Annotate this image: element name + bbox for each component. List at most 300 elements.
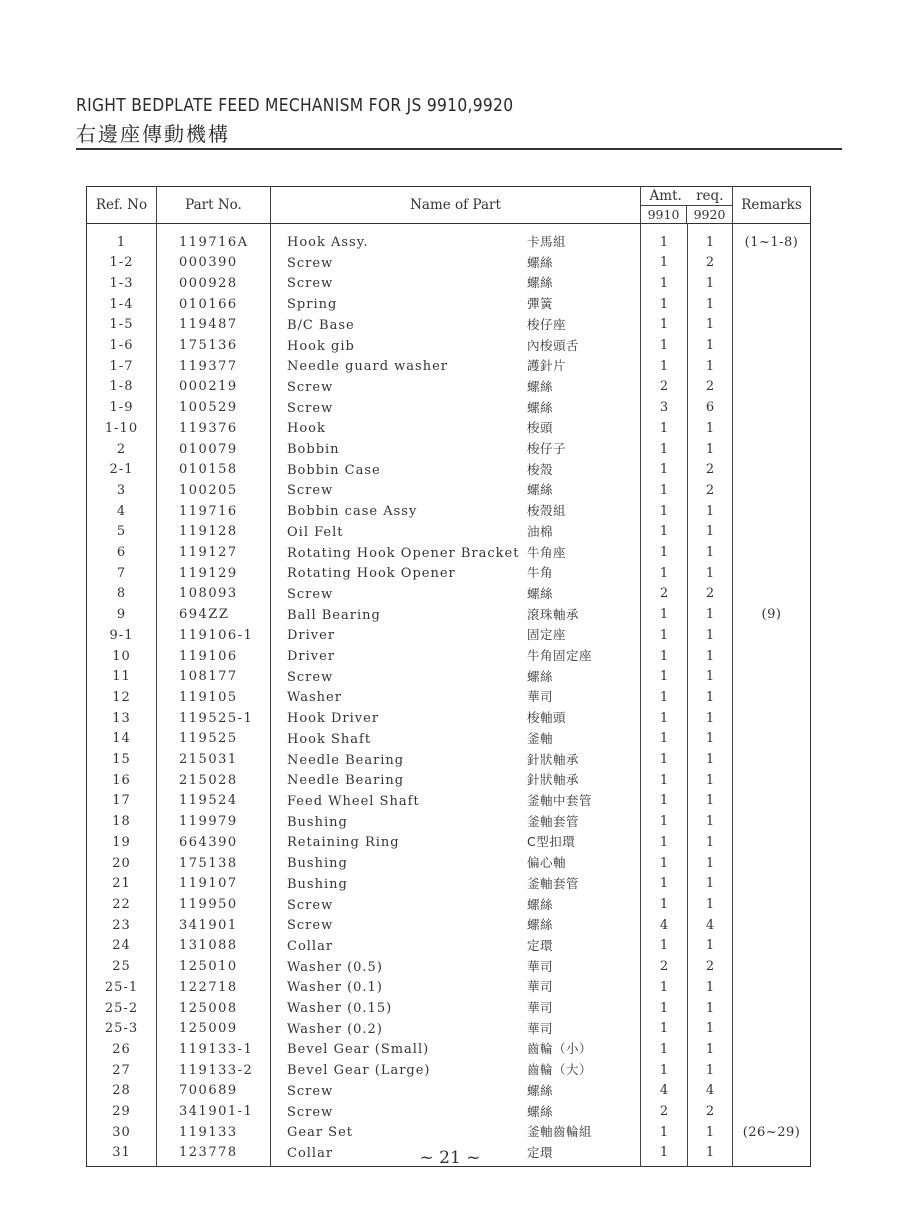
ref-no-cell: 5 xyxy=(87,522,157,543)
part-no-cell: 700689 xyxy=(157,1081,271,1102)
qty-9920-cell: 1 xyxy=(688,356,733,377)
ref-no-cell: 28 xyxy=(87,1081,157,1102)
qty-9920-cell: 1 xyxy=(688,1143,733,1166)
part-name-english: Screw xyxy=(287,1083,334,1099)
ref-no-cell: 1 xyxy=(87,224,157,253)
ref-no-cell: 20 xyxy=(87,853,157,874)
qty-9910-cell: 1 xyxy=(641,646,688,667)
table-row xyxy=(87,460,811,481)
part-name-english: Needle Bearing xyxy=(287,752,405,768)
qty-9910-cell: 1 xyxy=(641,853,688,874)
part-name-english: Screw xyxy=(287,669,334,685)
table-row xyxy=(87,418,811,439)
part-name-cell xyxy=(271,522,641,543)
part-no-cell: 125008 xyxy=(157,998,271,1019)
part-name-chinese: 華司 xyxy=(527,1000,554,1016)
part-name-chinese: 螺絲 xyxy=(527,668,554,684)
part-name-english: Oil Felt xyxy=(287,524,344,540)
part-name-english: Screw xyxy=(287,897,334,913)
part-name-cell xyxy=(271,224,641,253)
part-name-chinese: 螺絲 xyxy=(527,399,554,415)
part-no-cell: 119127 xyxy=(157,543,271,564)
part-no-cell: 119716 xyxy=(157,501,271,522)
remarks-cell xyxy=(733,770,811,791)
part-name-chinese: 彈簧 xyxy=(527,296,554,312)
part-name-english: Collar xyxy=(287,1145,334,1161)
part-name-chinese: 卡馬組 xyxy=(527,234,567,249)
qty-9920-cell: 1 xyxy=(688,543,733,564)
part-name-english: Retaining Ring xyxy=(287,835,400,851)
part-no-cell: 119525 xyxy=(157,729,271,750)
qty-9910-cell: 2 xyxy=(641,957,688,978)
part-name-english: Feed Wheel Shaft xyxy=(287,793,420,809)
part-name-chinese: 螺絲 xyxy=(527,482,554,498)
table-row xyxy=(87,687,811,708)
qty-9920-cell: 1 xyxy=(688,1019,733,1040)
part-no-cell: 000219 xyxy=(157,377,271,398)
part-name-english: Screw xyxy=(287,586,334,602)
qty-9910-cell: 1 xyxy=(641,336,688,357)
table-row xyxy=(87,853,811,874)
table-row xyxy=(87,729,811,750)
part-name-chinese: 牛角 xyxy=(527,565,554,581)
ref-no-cell: 1-8 xyxy=(87,377,157,398)
qty-9910-cell: 4 xyxy=(641,915,688,936)
remarks-cell xyxy=(733,294,811,315)
table-row xyxy=(87,605,811,626)
table-row xyxy=(87,895,811,916)
remarks-cell xyxy=(733,729,811,750)
qty-9920-cell: 1 xyxy=(688,336,733,357)
remarks-cell xyxy=(733,915,811,936)
part-name-english: Bevel Gear (Large) xyxy=(287,1063,431,1079)
part-name-english: Washer (0.15) xyxy=(287,1001,393,1017)
remarks-cell xyxy=(733,460,811,481)
ref-no-cell: 15 xyxy=(87,750,157,771)
qty-9920-cell: 1 xyxy=(688,812,733,833)
ref-no-cell: 16 xyxy=(87,770,157,791)
part-name-english: Screw xyxy=(287,276,334,292)
part-no-cell: 119107 xyxy=(157,874,271,895)
part-name-english: B/C Base xyxy=(287,317,355,333)
part-name-cell xyxy=(271,273,641,294)
ref-no-cell: 21 xyxy=(87,874,157,895)
part-name-chinese: 釜軸中套管 xyxy=(527,792,593,808)
part-name-cell xyxy=(271,812,641,833)
part-name-cell xyxy=(271,957,641,978)
header-ref-no: Ref. No xyxy=(87,187,157,224)
qty-9910-cell: 4 xyxy=(641,1081,688,1102)
part-name-cell xyxy=(271,936,641,957)
ref-no-cell: 1-4 xyxy=(87,294,157,315)
header-part-no: Part No. xyxy=(157,187,271,224)
part-name-english: Driver xyxy=(287,649,336,665)
part-name-cell xyxy=(271,874,641,895)
remarks-cell xyxy=(733,750,811,771)
remarks-cell xyxy=(733,1081,811,1102)
part-no-cell: 100529 xyxy=(157,398,271,419)
part-name-english: Screw xyxy=(287,379,334,395)
part-name-cell xyxy=(271,377,641,398)
header-remarks: Remarks xyxy=(733,187,811,224)
remarks-cell xyxy=(733,1019,811,1040)
part-name-english: Washer (0.2) xyxy=(287,1021,383,1037)
qty-9920-cell: 1 xyxy=(688,563,733,584)
qty-9910-cell: 1 xyxy=(641,998,688,1019)
part-name-english: Hook Assy. xyxy=(287,235,369,250)
remarks-cell xyxy=(733,998,811,1019)
part-name-chinese: 釜軸套管 xyxy=(527,875,580,891)
qty-9920-cell: 1 xyxy=(688,832,733,853)
part-name-chinese: 釜軸套管 xyxy=(527,813,580,829)
part-no-cell: 119129 xyxy=(157,563,271,584)
qty-9920-cell: 1 xyxy=(688,729,733,750)
part-name-chinese: 定環 xyxy=(527,1144,554,1160)
part-name-cell xyxy=(271,998,641,1019)
part-no-cell: 119106 xyxy=(157,646,271,667)
part-name-chinese: 偏心軸 xyxy=(527,855,567,871)
part-no-cell: 215031 xyxy=(157,750,271,771)
part-no-cell: 131088 xyxy=(157,936,271,957)
part-no-cell: 010166 xyxy=(157,294,271,315)
table-row xyxy=(87,625,811,646)
part-name-english: Hook xyxy=(287,421,326,437)
qty-9920-cell: 1 xyxy=(688,522,733,543)
part-name-chinese: 螺絲 xyxy=(527,378,554,394)
qty-9910-cell: 1 xyxy=(641,315,688,336)
part-no-cell: 119105 xyxy=(157,687,271,708)
remarks-cell xyxy=(733,1039,811,1060)
remarks-cell xyxy=(733,646,811,667)
part-name-cell xyxy=(271,253,641,274)
part-name-cell xyxy=(271,1039,641,1060)
part-no-cell: 175138 xyxy=(157,853,271,874)
ref-no-cell: 25 xyxy=(87,957,157,978)
part-name-cell xyxy=(271,853,641,874)
ref-no-cell: 12 xyxy=(87,687,157,708)
qty-9910-cell: 1 xyxy=(641,273,688,294)
part-name-english: Bushing xyxy=(287,856,348,872)
remarks-cell xyxy=(733,625,811,646)
qty-9920-cell: 1 xyxy=(688,874,733,895)
part-no-cell: 000390 xyxy=(157,253,271,274)
part-name-cell xyxy=(271,1081,641,1102)
table-row xyxy=(87,480,811,501)
part-name-english: Gear Set xyxy=(287,1125,353,1141)
remarks-cell xyxy=(733,439,811,460)
qty-9910-cell: 1 xyxy=(641,294,688,315)
table-row xyxy=(87,336,811,357)
part-name-cell xyxy=(271,915,641,936)
part-name-chinese: 滾珠軸承 xyxy=(527,606,580,622)
qty-9910-cell: 3 xyxy=(641,398,688,419)
part-no-cell: 119524 xyxy=(157,791,271,812)
part-name-english: Needle guard washer xyxy=(287,359,449,375)
qty-9910-cell: 2 xyxy=(641,584,688,605)
remarks-cell: (26~29) xyxy=(742,1124,801,1140)
remarks-cell xyxy=(733,336,811,357)
parts-table xyxy=(86,186,811,1167)
qty-9910-cell: 1 xyxy=(641,563,688,584)
qty-9920-cell: 1 xyxy=(688,708,733,729)
part-no-cell: 119376 xyxy=(157,418,271,439)
part-name-cell xyxy=(271,439,641,460)
part-no-cell: 119106-1 xyxy=(157,625,271,646)
part-no-cell: 175136 xyxy=(157,336,271,357)
page-number: ~ 21 ~ xyxy=(419,1148,481,1168)
table-row xyxy=(87,439,811,460)
part-name-cell xyxy=(271,356,641,377)
remarks-cell xyxy=(733,522,811,543)
qty-9920-cell: 1 xyxy=(688,439,733,460)
table-row xyxy=(87,667,811,688)
part-name-cell xyxy=(271,398,641,419)
header-model-9910: 9910 xyxy=(641,206,687,223)
qty-9920-cell: 1 xyxy=(688,750,733,771)
part-name-english: Bushing xyxy=(287,876,348,892)
ref-no-cell: 24 xyxy=(87,936,157,957)
part-name-chinese: 梭軸頭 xyxy=(527,710,567,726)
qty-9910-cell: 1 xyxy=(641,874,688,895)
qty-9910-cell: 1 xyxy=(641,667,688,688)
qty-9910-cell: 1 xyxy=(641,832,688,853)
qty-9920-cell: 1 xyxy=(688,646,733,667)
ref-no-cell: 3 xyxy=(87,480,157,501)
qty-9920-cell: 1 xyxy=(688,667,733,688)
ref-no-cell: 18 xyxy=(87,812,157,833)
part-name-cell xyxy=(271,315,641,336)
header-name-of-part: Name of Part xyxy=(271,187,641,224)
part-name-chinese: 針狀軸承 xyxy=(527,751,580,767)
part-name-chinese: 牛角座 xyxy=(527,544,567,560)
table-row xyxy=(87,750,811,771)
title-divider xyxy=(76,148,842,150)
part-name-english: Collar xyxy=(287,938,334,954)
part-no-cell: 125010 xyxy=(157,957,271,978)
part-name-chinese: 華司 xyxy=(527,689,554,705)
qty-9920-cell: 1 xyxy=(688,625,733,646)
part-name-cell xyxy=(271,895,641,916)
part-no-cell: 119979 xyxy=(157,812,271,833)
table-row xyxy=(87,1019,811,1040)
remarks-cell xyxy=(733,418,811,439)
header-amt-req xyxy=(641,187,732,206)
header-model-columns xyxy=(641,206,732,223)
part-name-cell xyxy=(271,1060,641,1081)
remarks-cell xyxy=(733,853,811,874)
qty-9910-cell: 1 xyxy=(641,708,688,729)
ref-no-cell: 1-10 xyxy=(87,418,157,439)
remarks-cell xyxy=(733,687,811,708)
part-name-cell xyxy=(271,791,641,812)
part-name-english: Rotating Hook Opener xyxy=(287,566,456,582)
remarks-cell xyxy=(733,253,811,274)
part-no-cell: 100205 xyxy=(157,480,271,501)
part-no-cell: 119950 xyxy=(157,895,271,916)
part-name-cell xyxy=(271,687,641,708)
qty-9910-cell: 1 xyxy=(641,1019,688,1040)
parts-table-body xyxy=(87,224,811,1167)
remarks-cell xyxy=(733,977,811,998)
ref-no-cell: 31 xyxy=(87,1143,157,1166)
table-row xyxy=(87,708,811,729)
part-no-cell: 010158 xyxy=(157,460,271,481)
table-row xyxy=(87,356,811,377)
part-name-chinese: 齒輪（小） xyxy=(527,1041,593,1057)
part-name-chinese: 螺絲 xyxy=(527,1082,554,1098)
table-row xyxy=(87,584,811,605)
part-name-english: Bushing xyxy=(287,814,348,830)
qty-9910-cell: 1 xyxy=(641,1143,688,1166)
part-name-chinese: 齒輪（大） xyxy=(527,1062,593,1078)
remarks-cell xyxy=(733,398,811,419)
ref-no-cell: 8 xyxy=(87,584,157,605)
ref-no-cell: 9 xyxy=(87,605,157,626)
remarks-cell xyxy=(733,543,811,564)
qty-9920-cell: 1 xyxy=(688,224,733,253)
part-no-cell: 119128 xyxy=(157,522,271,543)
table-row xyxy=(87,1122,811,1143)
qty-9920-cell: 1 xyxy=(688,791,733,812)
header-amount-required xyxy=(641,187,733,224)
part-name-chinese: 螺絲 xyxy=(527,254,554,270)
part-name-chinese: 螺絲 xyxy=(527,585,554,601)
qty-9910-cell: 2 xyxy=(641,1102,688,1123)
qty-9920-cell: 1 xyxy=(688,998,733,1019)
part-name-english: Washer xyxy=(287,690,342,706)
table-row xyxy=(87,224,811,253)
remarks-cell xyxy=(733,315,811,336)
ref-no-cell: 17 xyxy=(87,791,157,812)
remarks-cell xyxy=(733,480,811,501)
table-row xyxy=(87,874,811,895)
qty-9920-cell: 1 xyxy=(688,1039,733,1060)
qty-9920-cell: 1 xyxy=(688,895,733,916)
remarks-cell xyxy=(733,957,811,978)
part-name-chinese: 護針片 xyxy=(527,358,567,374)
part-no-cell: 694ZZ xyxy=(157,605,271,626)
part-name-english: Screw xyxy=(287,1104,334,1120)
ref-no-cell: 1-2 xyxy=(87,253,157,274)
part-name-chinese: 牛角固定座 xyxy=(527,648,593,664)
remarks-cell xyxy=(733,667,811,688)
qty-9910-cell: 1 xyxy=(641,729,688,750)
part-name-chinese: 華司 xyxy=(527,979,554,995)
qty-9910-cell: 1 xyxy=(641,605,688,626)
part-name-cell xyxy=(271,605,641,626)
part-name-cell xyxy=(271,1102,641,1123)
part-name-cell xyxy=(271,1019,641,1040)
part-name-chinese: 梭仔座 xyxy=(527,316,567,332)
remarks-cell xyxy=(733,936,811,957)
remarks-cell: (9) xyxy=(761,607,782,623)
part-name-cell xyxy=(271,750,641,771)
part-name-cell xyxy=(271,770,641,791)
ref-no-cell: 25-2 xyxy=(87,998,157,1019)
part-name-english: Screw xyxy=(287,400,334,416)
part-name-chinese: 螺絲 xyxy=(527,1103,554,1119)
ref-no-cell: 13 xyxy=(87,708,157,729)
qty-9920-cell: 1 xyxy=(688,418,733,439)
part-name-english: Bobbin Case xyxy=(287,462,381,478)
part-name-chinese: 螺絲 xyxy=(527,896,554,912)
part-name-english: Spring xyxy=(287,297,338,313)
part-name-english: Bevel Gear (Small) xyxy=(287,1042,430,1058)
part-name-chinese: 梭殼 xyxy=(527,461,554,477)
ref-no-cell: 4 xyxy=(87,501,157,522)
table-row xyxy=(87,1102,811,1123)
qty-9910-cell: 1 xyxy=(641,791,688,812)
part-name-english: Needle Bearing xyxy=(287,773,405,789)
ref-no-cell: 2-1 xyxy=(87,460,157,481)
table-row xyxy=(87,957,811,978)
ref-no-cell: 23 xyxy=(87,915,157,936)
part-name-chinese: 內梭頭舌 xyxy=(527,337,580,353)
part-name-cell xyxy=(271,563,641,584)
table-row xyxy=(87,273,811,294)
qty-9920-cell: 1 xyxy=(688,770,733,791)
qty-9910-cell: 1 xyxy=(641,418,688,439)
part-no-cell: 119487 xyxy=(157,315,271,336)
table-row xyxy=(87,1060,811,1081)
remarks-cell: (1~1-8) xyxy=(744,234,799,250)
part-name-english: Screw xyxy=(287,255,334,271)
table-row xyxy=(87,646,811,667)
header-req: req. xyxy=(696,188,724,204)
remarks-cell xyxy=(733,895,811,916)
qty-9910-cell: 1 xyxy=(641,522,688,543)
ref-no-cell: 2 xyxy=(87,439,157,460)
part-name-cell xyxy=(271,294,641,315)
part-name-english: Screw xyxy=(287,918,334,934)
remarks-cell xyxy=(733,708,811,729)
remarks-cell xyxy=(733,377,811,398)
part-name-english: Hook Shaft xyxy=(287,731,372,747)
part-name-cell xyxy=(271,460,641,481)
part-name-cell xyxy=(271,977,641,998)
table-row xyxy=(87,543,811,564)
ref-no-cell: 6 xyxy=(87,543,157,564)
qty-9910-cell: 1 xyxy=(641,625,688,646)
qty-9910-cell: 1 xyxy=(641,224,688,253)
ref-no-cell: 10 xyxy=(87,646,157,667)
part-name-cell xyxy=(271,832,641,853)
ref-no-cell: 30 xyxy=(87,1122,157,1143)
part-no-cell: 123778 xyxy=(157,1143,271,1166)
part-no-cell: 215028 xyxy=(157,770,271,791)
table-row xyxy=(87,377,811,398)
part-name-english: Ball Bearing xyxy=(287,607,381,623)
table-row xyxy=(87,398,811,419)
part-name-chinese: 油棉 xyxy=(527,523,554,539)
qty-9910-cell: 1 xyxy=(641,895,688,916)
part-name-chinese: 螺絲 xyxy=(527,275,554,291)
qty-9910-cell: 1 xyxy=(641,936,688,957)
part-name-english: Washer (0.1) xyxy=(287,980,383,996)
part-no-cell: 125009 xyxy=(157,1019,271,1040)
part-no-cell: 108093 xyxy=(157,584,271,605)
part-name-cell xyxy=(271,708,641,729)
qty-9920-cell: 1 xyxy=(688,853,733,874)
qty-9920-cell: 6 xyxy=(688,398,733,419)
qty-9910-cell: 1 xyxy=(641,1122,688,1143)
table-row xyxy=(87,294,811,315)
part-name-cell xyxy=(271,418,641,439)
page-title-chinese: 右邊座傳動機構 xyxy=(76,122,230,146)
remarks-cell xyxy=(733,1102,811,1123)
part-name-english: Washer (0.5) xyxy=(287,959,383,975)
ref-no-cell: 7 xyxy=(87,563,157,584)
